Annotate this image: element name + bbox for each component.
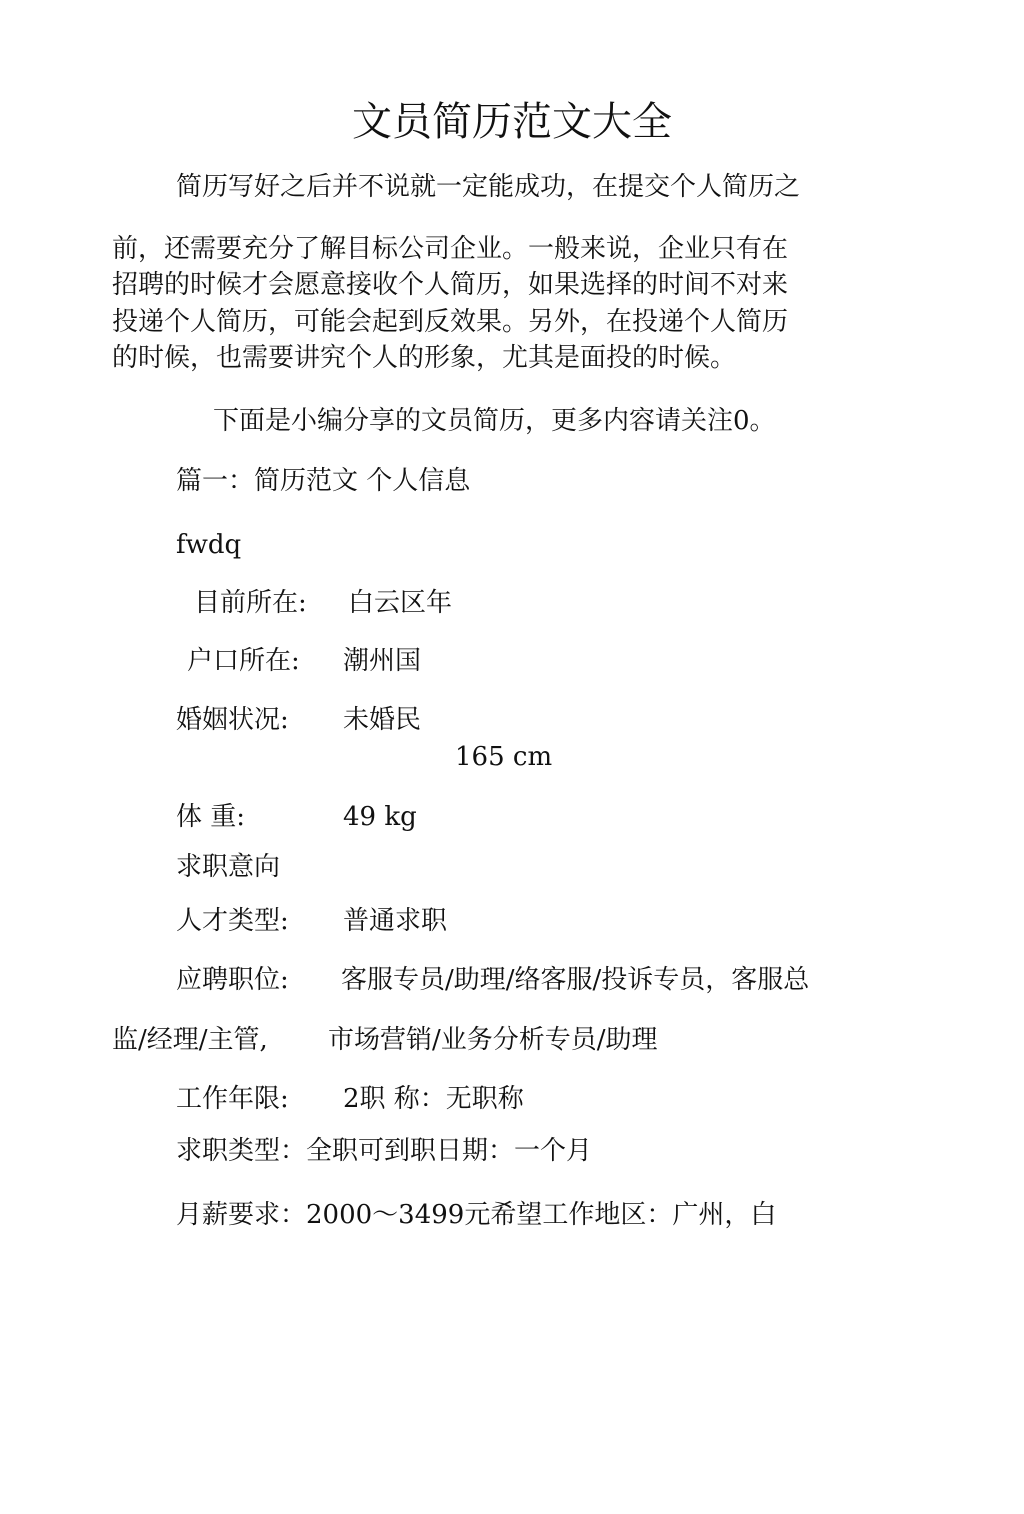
years-label: 工作年限:	[176, 1084, 289, 1114]
intro-line-5: 的时候，也需要讲究个人的形象，尤其是面投的时候。	[112, 343, 737, 373]
talent-value: 普通求职	[343, 906, 448, 936]
position-value-line-2a: 监/经理/主管,	[112, 1025, 268, 1055]
applicant-name: fwdq	[176, 530, 242, 560]
marital-label: 婚姻状况:	[176, 705, 289, 735]
page-title: 文员简历范文大全	[352, 99, 672, 145]
hukou-label: 户口所在:	[187, 646, 300, 676]
talent-label: 人才类型:	[176, 906, 289, 936]
intro-line-4: 投递个人简历，可能会起到反效果。另外，在投递个人简历	[112, 307, 789, 337]
position-value-line-1: 客服专员/助理/络客服/投诉专员，客服总	[341, 965, 810, 995]
weight-label: 体 重:	[176, 802, 246, 832]
hukou-value: 潮州国	[343, 646, 422, 676]
height-value: 165 cm	[455, 742, 553, 772]
marital-value: 未婚民	[343, 705, 422, 735]
job-type-line: 求职类型：全职可到职日期：一个月	[176, 1136, 593, 1166]
section-heading: 篇一：简历范文 个人信息	[176, 466, 471, 496]
intro-line-2: 前，还需要充分了解目标公司企业。一般来说，企业只有在	[112, 234, 789, 264]
location-value: 白云区年	[348, 588, 453, 618]
salary-line: 月薪要求：2000～3499元希望工作地区：广州，白	[176, 1200, 777, 1230]
weight-value: 49 kg	[343, 802, 417, 832]
intent-heading: 求职意向	[176, 852, 281, 882]
position-value-line-2b: 市场营销/业务分析专员/助理	[328, 1025, 658, 1055]
intro-line-3: 招聘的时候才会愿意接收个人简历，如果选择的时间不对来	[112, 270, 789, 300]
position-label: 应聘职位:	[176, 965, 289, 995]
location-label: 目前所在:	[194, 588, 307, 618]
years-value: 2职 称：无职称	[343, 1084, 524, 1114]
lead-paragraph: 下面是小编分享的文员简历，更多内容请关注0。	[213, 406, 776, 436]
intro-line-1: 简历写好之后并不说就一定能成功，在提交个人简历之	[176, 172, 801, 202]
